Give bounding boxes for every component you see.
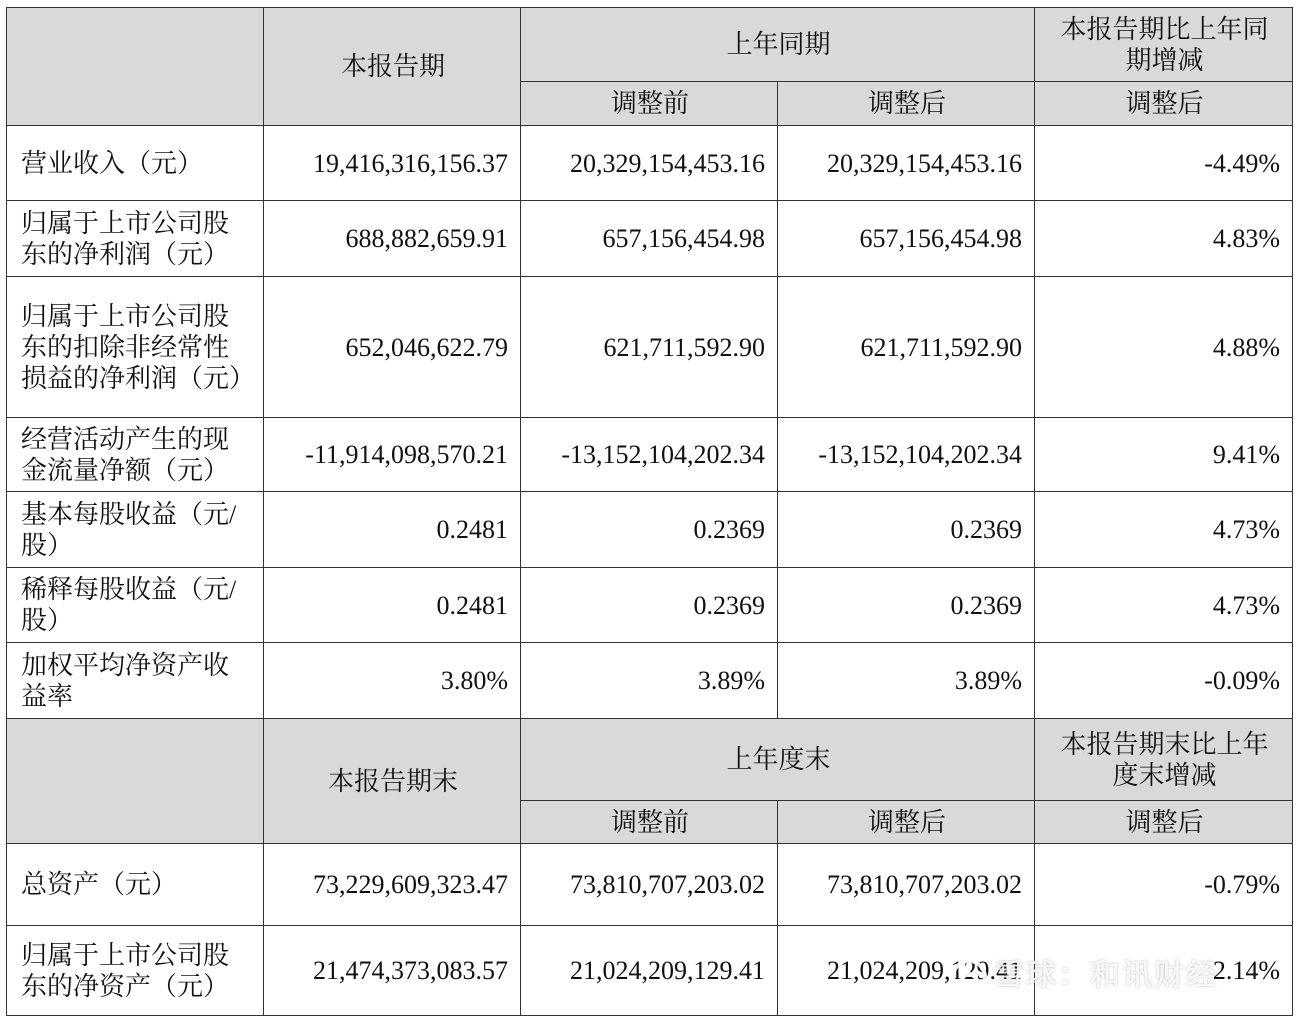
financial-summary-table: [6, 7, 1293, 1016]
after-value: -13,152,104,202.34: [778, 418, 1035, 492]
header-row-bottom: [7, 719, 1293, 801]
watermark-text: 雪球：和讯财经: [994, 958, 1218, 993]
row-label: 稀释每股收益（元/股）: [7, 568, 264, 643]
row-label: 归属于上市公司股东的净资产（元）: [7, 926, 264, 1016]
after-value: 621,711,592.90: [778, 277, 1035, 418]
table-row: [7, 568, 1293, 643]
change-value: 4.73%: [1035, 492, 1293, 568]
table-row: [7, 844, 1293, 926]
row-label: 经营活动产生的现金流量净额（元）: [7, 418, 264, 492]
row-label: 基本每股收益（元/股）: [7, 492, 264, 568]
change-vs-prior-year-end-header: 本报告期末比上年度末增减: [1035, 719, 1293, 801]
before-value: 73,810,707,203.02: [521, 844, 778, 926]
row-label: 营业收入（元）: [7, 126, 264, 201]
change-after-adjustment-header: 调整后: [1035, 82, 1293, 126]
after-value: 657,156,454.98: [778, 201, 1035, 277]
prior-year-period-header: 上年同期: [521, 8, 1035, 82]
change-value: -0.79%: [1035, 844, 1293, 926]
before-value: 20,329,154,453.16: [521, 126, 778, 201]
yoy-change-header: 本报告期比上年同期增减: [1035, 8, 1293, 82]
table-row: [7, 926, 1293, 1016]
before-adjustment-header: 调整前: [521, 82, 778, 126]
table-row: [7, 492, 1293, 568]
change-after-adjustment-header: 调整后: [1035, 801, 1293, 844]
before-value: 621,711,592.90: [521, 277, 778, 418]
current-value: 688,882,659.91: [264, 201, 521, 277]
after-value: 3.89%: [778, 643, 1035, 719]
change-value: -0.09%: [1035, 643, 1293, 719]
current-value: 73,229,609,323.47: [264, 844, 521, 926]
before-value: 0.2369: [521, 568, 778, 643]
current-value: 652,046,622.79: [264, 277, 521, 418]
row-label: 归属于上市公司股东的净利润（元）: [7, 201, 264, 277]
after-adjustment-header: 调整后: [778, 801, 1035, 844]
after-value: 20,329,154,453.16: [778, 126, 1035, 201]
current-value: 19,416,316,156.37: [264, 126, 521, 201]
before-value: 657,156,454.98: [521, 201, 778, 277]
current-value: -11,914,098,570.21: [264, 418, 521, 492]
before-value: -13,152,104,202.34: [521, 418, 778, 492]
current-value: 3.80%: [264, 643, 521, 719]
current-value: 21,474,373,083.57: [264, 926, 521, 1016]
change-value: 4.73%: [1035, 568, 1293, 643]
table-row: [7, 643, 1293, 719]
after-adjustment-header: 调整后: [778, 82, 1035, 126]
after-value: 21,024,209,129.41: [778, 926, 1035, 1016]
before-value: 0.2369: [521, 492, 778, 568]
before-adjustment-header: 调整前: [521, 801, 778, 844]
current-period-end-header: 本报告期末: [264, 719, 521, 844]
change-value: 4.88%: [1035, 277, 1293, 418]
after-value: 0.2369: [778, 492, 1035, 568]
corner-cell: [7, 8, 264, 126]
change-value: -4.49%: [1035, 126, 1293, 201]
table-row: [7, 126, 1293, 201]
row-label: 加权平均净资产收益率: [7, 643, 264, 719]
header-row-top: [7, 8, 1293, 82]
table-row: [7, 201, 1293, 277]
current-value: 0.2481: [264, 568, 521, 643]
change-value: 2.14%: [1035, 926, 1293, 1016]
prior-year-end-header: 上年度末: [521, 719, 1035, 801]
before-value: 21,024,209,129.41: [521, 926, 778, 1016]
current-period-header: 本报告期: [264, 8, 521, 126]
change-value: 9.41%: [1035, 418, 1293, 492]
table-row: [7, 418, 1293, 492]
change-value: 4.83%: [1035, 201, 1293, 277]
row-label: 总资产（元）: [7, 844, 264, 926]
before-value: 3.89%: [521, 643, 778, 719]
table-row: [7, 277, 1293, 418]
row-label: 归属于上市公司股东的扣除非经常性损益的净利润（元）: [7, 277, 264, 418]
corner-cell-bottom: [7, 719, 264, 844]
after-value: 73,810,707,203.02: [778, 844, 1035, 926]
current-value: 0.2481: [264, 492, 521, 568]
after-value: 0.2369: [778, 568, 1035, 643]
